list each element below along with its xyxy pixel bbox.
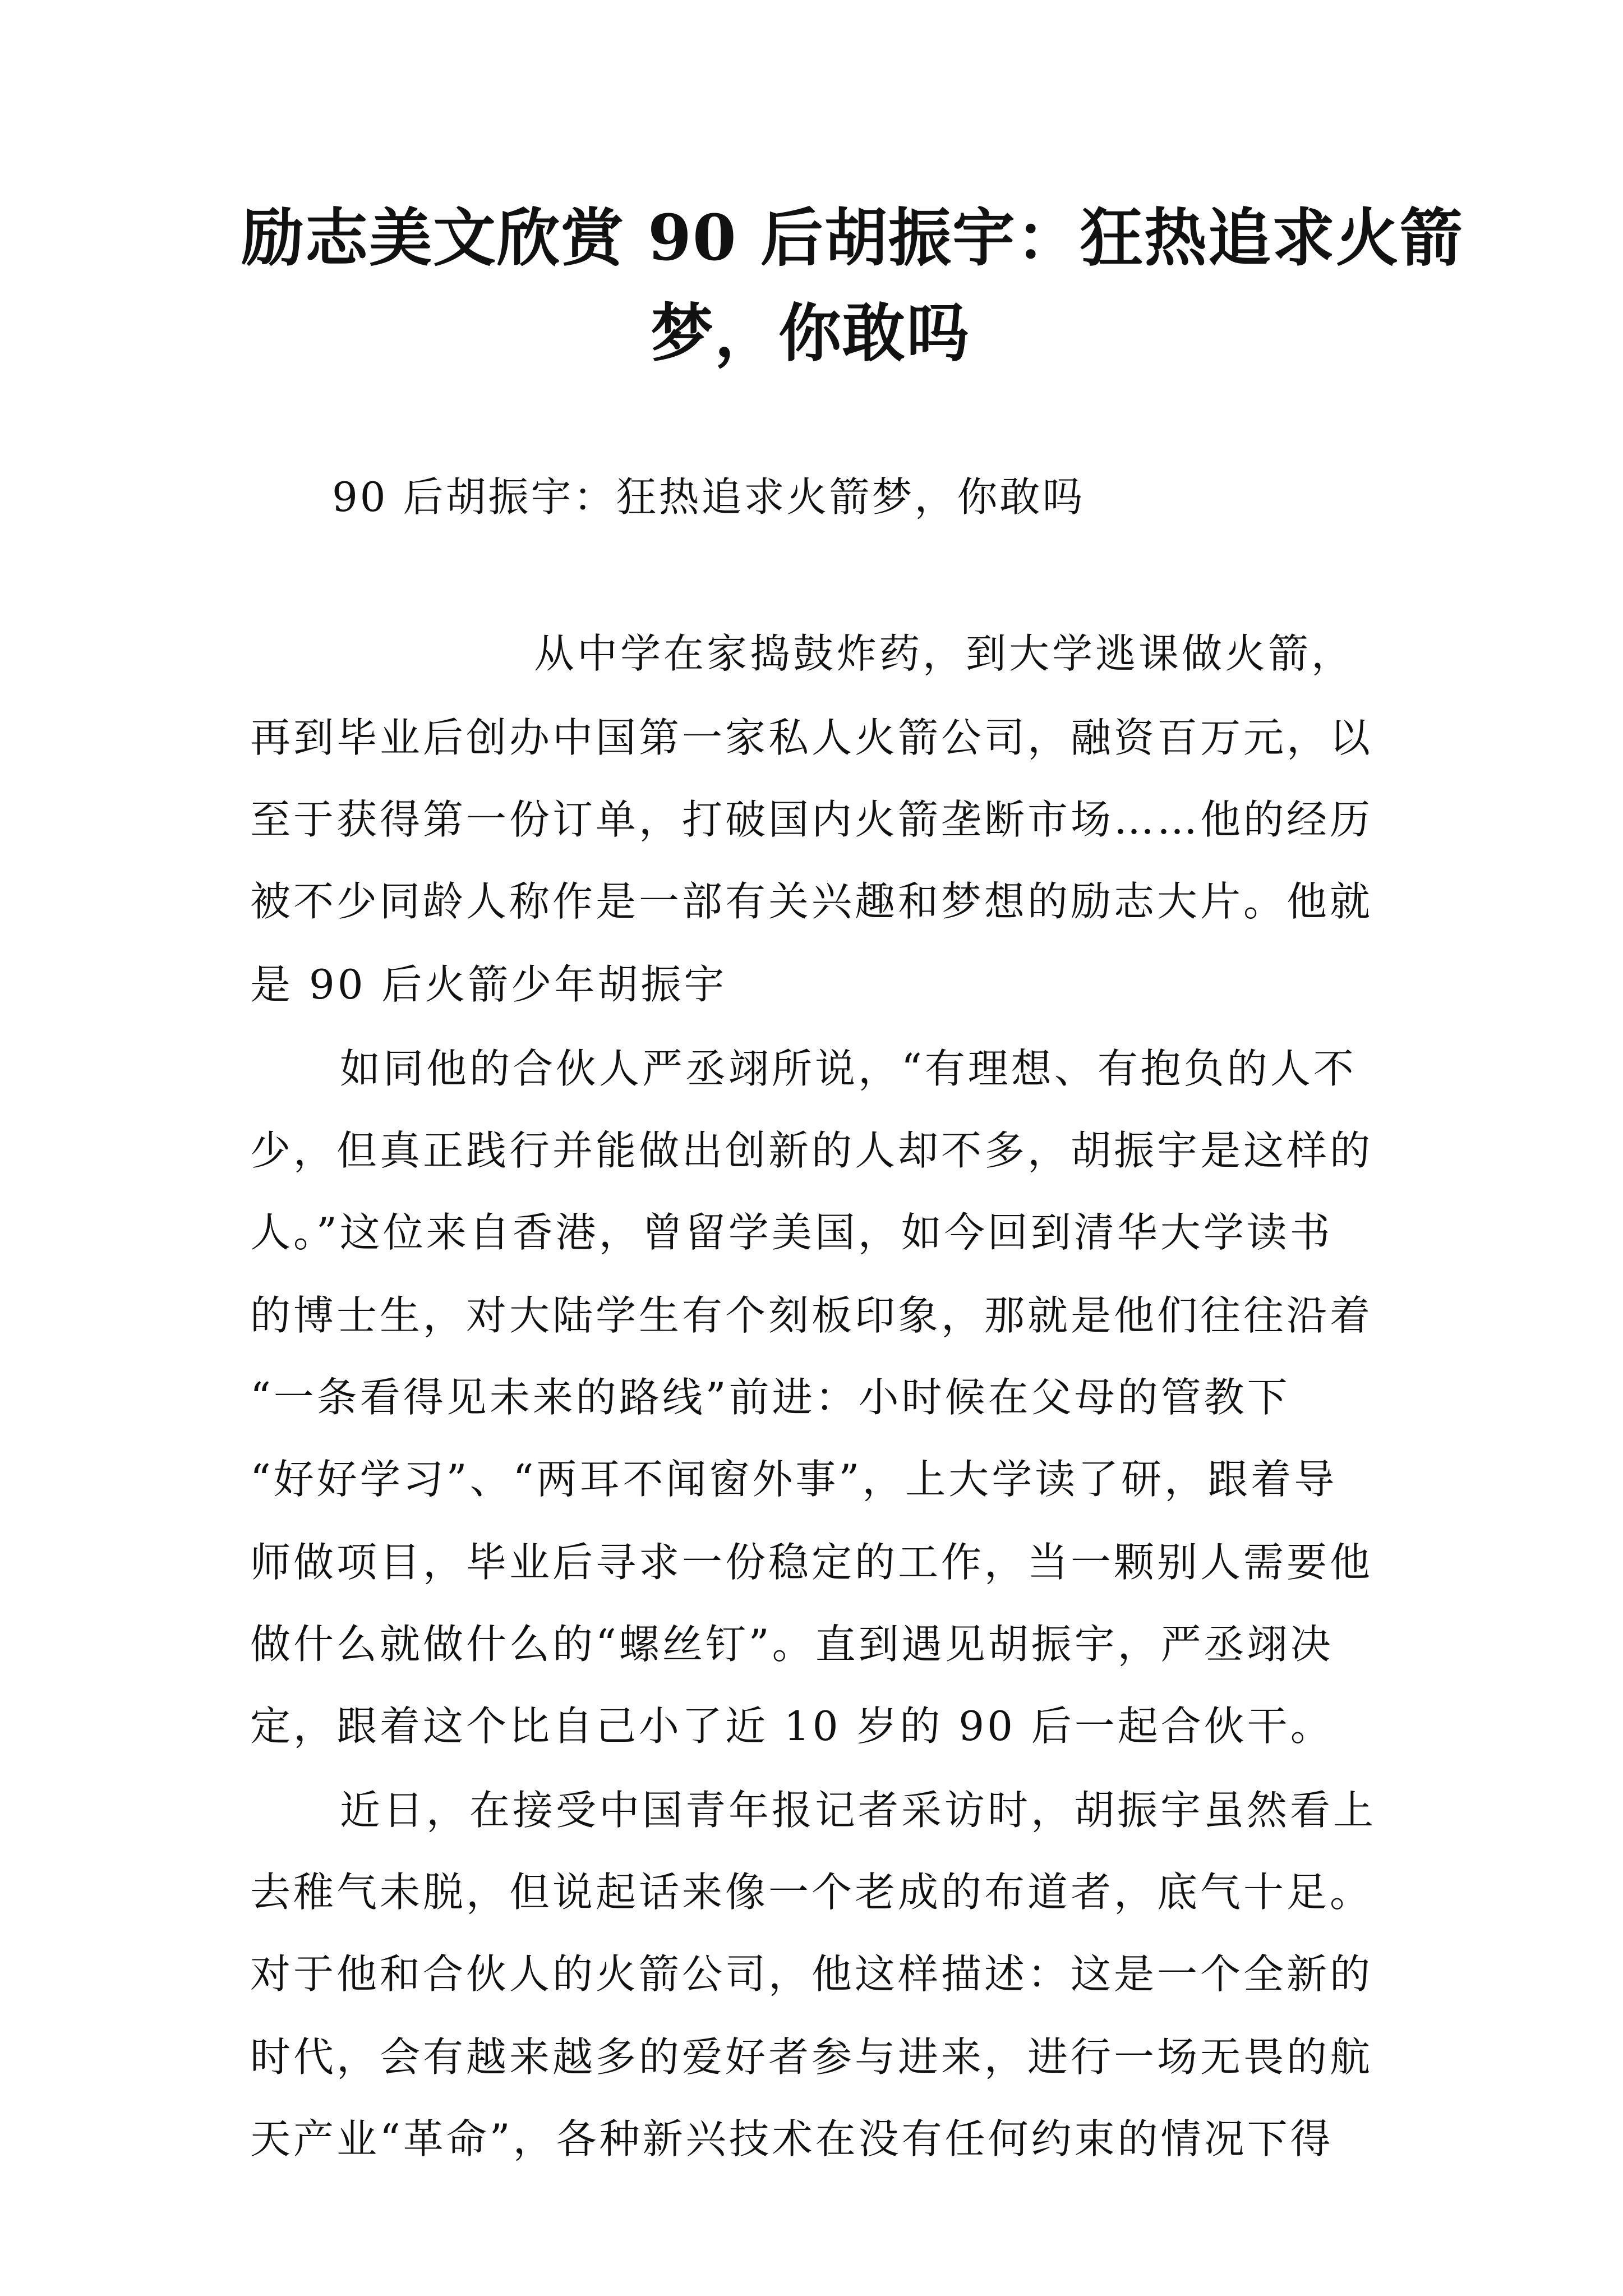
paragraph-2-line-6: “好好学习”、“两耳不闻窗外事”，上大学读了研，跟着导 xyxy=(250,1456,1338,1503)
title-line-1: 励志美文欣赏 90 后胡振宇：狂热追求火箭 xyxy=(241,201,1464,275)
paragraph-2-line-3: 人。”这位来自香港，曾留学美国，如今回到清华大学读书 xyxy=(250,1209,1333,1256)
paragraph-2-line-1: 如同他的合伙人严丞翊所说，“有理想、有抱负的人不 xyxy=(340,1045,1357,1092)
paragraph-2-line-2: 少，但真正践行并能做出创新的人却不多，胡振宇是这样的 xyxy=(250,1127,1373,1174)
paragraph-3-line-2: 去稚气未脱，但说起话来像一个老成的布道者，底气十足。 xyxy=(250,1869,1373,1916)
paragraph-1-line-3: 至于获得第一份订单，打破国内火箭垄断市场……他的经历 xyxy=(250,796,1373,843)
paragraph-1-line-2: 再到毕业后创办中国第一家私人火箭公司，融资百万元，以 xyxy=(250,714,1373,761)
paragraph-3-line-3: 对于他和合伙人的火箭公司，他这样描述：这是一个全新的 xyxy=(250,1950,1373,1998)
paragraph-1-line-1: 从中学在家捣鼓炸药，到大学逃课做火箭， xyxy=(534,630,1355,677)
document-title xyxy=(241,191,1464,381)
paragraph-2-line-8: 做什么就做什么的“螺丝钉”。直到遇见胡振宇，严丞翊决 xyxy=(250,1621,1334,1668)
paragraph-3-line-1: 近日，在接受中国青年报记者采访时，胡振宇虽然看上 xyxy=(340,1787,1377,1834)
paragraph-1-line-4: 被不少同龄人称作是一部有关兴趣和梦想的励志大片。他就 xyxy=(250,878,1373,925)
paragraph-1-line-5: 是 90 后火箭少年胡振宇 xyxy=(250,961,727,1008)
paragraph-3-line-5: 天产业“革命”，各种新兴技术在没有任何约束的情况下得 xyxy=(250,2115,1334,2162)
paragraph-2-line-7: 师做项目，毕业后寻求一份稳定的工作，当一颗别人需要他 xyxy=(250,1539,1373,1586)
paragraph-2-line-4: 的博士生，对大陆学生有个刻板印象，那就是他们往往沿着 xyxy=(250,1292,1373,1339)
paragraph-2-line-9: 定，跟着这个比自己小了近 10 岁的 90 后一起合伙干。 xyxy=(250,1703,1334,1750)
document-subtitle: 90 后胡振宇：狂热追求火箭梦，你敢吗 xyxy=(332,473,1085,521)
title-line-2: 梦，你敢吗 xyxy=(651,297,970,370)
paragraph-2-line-5: “一条看得见未来的路线”前进：小时候在父母的管教下 xyxy=(250,1374,1290,1421)
paragraph-3-line-4: 时代，会有越来越多的爱好者参与进来，进行一场无畏的航 xyxy=(250,2033,1373,2081)
